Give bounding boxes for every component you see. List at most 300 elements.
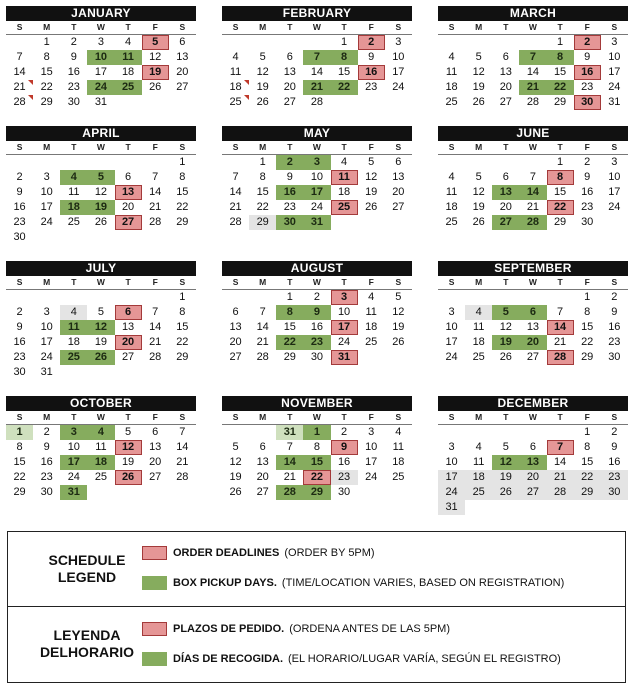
empty-cell bbox=[60, 290, 87, 305]
day-cell: 16 bbox=[574, 65, 601, 80]
day-cell: 3 bbox=[611, 156, 618, 168]
day-cell: 24 bbox=[608, 81, 621, 93]
empty-cell bbox=[519, 290, 546, 305]
legend-detail: (ORDER BY 5PM) bbox=[284, 547, 375, 559]
day-cell: 16 bbox=[608, 321, 621, 333]
weekday-label: W bbox=[96, 412, 105, 422]
weekday-label: S bbox=[232, 277, 239, 287]
weekday-label: M bbox=[43, 22, 51, 32]
day-cell: 28 bbox=[310, 96, 324, 108]
legend-item-pickup-days bbox=[142, 575, 564, 591]
day-cell: 13 bbox=[121, 321, 135, 333]
day-cell: 13 bbox=[149, 441, 162, 453]
empty-cell bbox=[492, 425, 519, 440]
day-cell: 10 bbox=[337, 306, 351, 318]
day-cell: 20 bbox=[283, 81, 296, 93]
weekday-label: F bbox=[368, 22, 374, 32]
day-cell: 29 bbox=[176, 351, 189, 363]
day-cell: 5 bbox=[368, 156, 375, 168]
day-cell: 21 bbox=[547, 470, 574, 485]
empty-cell bbox=[142, 365, 169, 380]
weekday-header bbox=[438, 141, 628, 155]
day-cell: 27 bbox=[121, 351, 135, 363]
day-cell: 19 bbox=[229, 471, 242, 483]
day-cell: 27 bbox=[256, 486, 269, 498]
weekday-label: T bbox=[287, 22, 293, 32]
day-cell: 5 bbox=[492, 305, 519, 320]
day-cell: 29 bbox=[553, 96, 567, 108]
empty-cell bbox=[60, 230, 87, 245]
day-cell: 4 bbox=[475, 441, 482, 453]
weekday-label: T bbox=[557, 142, 563, 152]
day-cell: 15 bbox=[13, 456, 26, 468]
day-cell: 17 bbox=[365, 456, 378, 468]
day-cell: 26 bbox=[94, 216, 108, 228]
empty-cell bbox=[60, 365, 87, 380]
day-cell: 23 bbox=[13, 216, 26, 228]
weekday-header bbox=[6, 276, 196, 290]
day-cell: 2 bbox=[276, 155, 303, 170]
weekday-label: S bbox=[395, 22, 402, 32]
day-cell: 9 bbox=[611, 441, 618, 453]
month-title: SEPTEMBER bbox=[438, 261, 628, 276]
day-cell: 22 bbox=[581, 336, 594, 348]
weekday-label: T bbox=[557, 22, 563, 32]
day-cell: 4 bbox=[341, 156, 348, 168]
day-cell: 11 bbox=[445, 186, 458, 198]
weekday-label: M bbox=[43, 412, 51, 422]
empty-cell bbox=[465, 35, 492, 50]
schedule-legend-title: SCHEDULE LEGEND bbox=[48, 552, 126, 585]
empty-cell bbox=[547, 500, 574, 515]
day-cell: 3 bbox=[395, 36, 402, 48]
spanish-legend-title: LEYENDA DELHORARIO bbox=[39, 627, 135, 660]
day-cell: 30 bbox=[337, 486, 351, 498]
weekday-label: T bbox=[125, 142, 131, 152]
day-cell: 27 bbox=[499, 96, 512, 108]
weekday-label: M bbox=[475, 277, 483, 287]
day-cell: 10 bbox=[40, 321, 53, 333]
empty-cell bbox=[142, 230, 169, 245]
day-cell: 20 bbox=[121, 201, 135, 213]
day-cell: 19 bbox=[492, 335, 519, 350]
empty-cell bbox=[6, 35, 33, 50]
day-cell: 25 bbox=[67, 216, 80, 228]
empty-cell bbox=[385, 95, 412, 110]
day-cell: 8 bbox=[179, 306, 186, 318]
legend-label: ORDER DEADLINES bbox=[173, 547, 280, 559]
day-cell: 1 bbox=[341, 36, 348, 48]
day-cell: 9 bbox=[611, 306, 618, 318]
day-cell: 21 bbox=[303, 80, 330, 95]
day-cell: 12 bbox=[492, 455, 519, 470]
day-cell: 17 bbox=[303, 185, 330, 200]
day-cell: 25 bbox=[445, 96, 458, 108]
empty-cell bbox=[492, 155, 519, 170]
day-cell: 28 bbox=[149, 351, 162, 363]
weekday-label: M bbox=[43, 142, 51, 152]
day-cell: 25 bbox=[392, 471, 405, 483]
day-cell: 6 bbox=[502, 171, 509, 183]
day-cell: 24 bbox=[67, 471, 80, 483]
day-cell: 20 bbox=[499, 81, 512, 93]
day-cell: 19 bbox=[142, 65, 169, 80]
day-cell: 12 bbox=[115, 440, 142, 455]
day-cell: 16 bbox=[40, 456, 53, 468]
weekday-label: S bbox=[232, 142, 239, 152]
day-cell: 18 bbox=[445, 81, 458, 93]
day-cell: 4 bbox=[448, 51, 455, 63]
weekday-label: S bbox=[16, 142, 23, 152]
day-cell: 27 bbox=[115, 215, 142, 230]
day-cell: 11 bbox=[229, 66, 242, 78]
day-cell: 8 bbox=[547, 170, 574, 185]
day-cell: 7 bbox=[232, 171, 239, 183]
day-cell: 1 bbox=[259, 156, 266, 168]
day-cell: 3 bbox=[331, 290, 358, 305]
day-cell: 26 bbox=[87, 350, 114, 365]
weekday-label: T bbox=[71, 142, 77, 152]
day-cell: 30 bbox=[13, 231, 26, 243]
month-title: DECEMBER bbox=[438, 396, 628, 411]
day-cell: 27 bbox=[176, 81, 189, 93]
weekday-label: W bbox=[96, 277, 105, 287]
day-cell: 7 bbox=[547, 440, 574, 455]
day-cell: 16 bbox=[13, 201, 26, 213]
day-cell: 20 bbox=[149, 456, 162, 468]
day-cell: 27 bbox=[229, 351, 242, 363]
month-september bbox=[438, 261, 628, 365]
day-cell: 2 bbox=[16, 306, 23, 318]
empty-cell bbox=[87, 290, 114, 305]
weekday-label: T bbox=[503, 277, 509, 287]
day-cell: 13 bbox=[392, 171, 405, 183]
empty-cell bbox=[519, 35, 546, 50]
pickup-swatch bbox=[142, 576, 167, 590]
empty-cell bbox=[303, 35, 330, 50]
day-cell: 8 bbox=[584, 441, 591, 453]
day-cell: 26 bbox=[492, 485, 519, 500]
empty-cell bbox=[519, 155, 546, 170]
day-cell: 28 bbox=[149, 216, 162, 228]
day-cell: 20 bbox=[229, 336, 242, 348]
weekday-label: T bbox=[503, 22, 509, 32]
day-cell: 11 bbox=[472, 456, 485, 468]
day-cell: 21 bbox=[519, 80, 546, 95]
legend-item-plazos bbox=[142, 621, 450, 637]
day-cell: 15 bbox=[581, 456, 594, 468]
day-cell: 22 bbox=[547, 80, 574, 95]
day-cell: 16 bbox=[310, 321, 324, 333]
month-december bbox=[438, 396, 628, 515]
legend-box bbox=[7, 531, 626, 683]
day-cell: 31 bbox=[331, 350, 358, 365]
month-title: MAY bbox=[222, 126, 412, 141]
weekday-label: F bbox=[584, 412, 590, 422]
day-cell: 19 bbox=[87, 200, 114, 215]
day-cell: 25 bbox=[465, 485, 492, 500]
weekday-label: T bbox=[341, 22, 347, 32]
day-cell: 7 bbox=[529, 171, 536, 183]
empty-cell bbox=[276, 35, 303, 50]
empty-cell bbox=[519, 425, 546, 440]
day-cell: 14 bbox=[149, 186, 162, 198]
day-cell: 19 bbox=[492, 470, 519, 485]
day-cell: 7 bbox=[286, 441, 293, 453]
weekday-label: T bbox=[341, 277, 347, 287]
day-cell: 12 bbox=[256, 66, 269, 78]
day-cell: 13 bbox=[492, 185, 519, 200]
weekday-label: F bbox=[368, 412, 374, 422]
month-title: MARCH bbox=[438, 6, 628, 21]
day-cell: 28 bbox=[519, 215, 546, 230]
day-cell: 9 bbox=[331, 440, 358, 455]
day-cell: 17 bbox=[608, 186, 621, 198]
day-cell: 30 bbox=[276, 215, 303, 230]
day-cell: 4 bbox=[232, 51, 239, 63]
empty-cell bbox=[115, 230, 142, 245]
weekday-label: M bbox=[259, 142, 267, 152]
day-cell: 9 bbox=[70, 51, 77, 63]
empty-cell bbox=[169, 485, 196, 500]
month-january bbox=[6, 6, 196, 110]
legend-detail: (EL HORARIO/LUGAR VARÍA, SEGÚN EL REGISTRO) bbox=[288, 653, 561, 665]
day-cell: 12 bbox=[149, 51, 162, 63]
day-cell: 17 bbox=[445, 336, 458, 348]
weekday-label: T bbox=[125, 277, 131, 287]
day-cell: 12 bbox=[229, 456, 242, 468]
empty-cell bbox=[519, 500, 546, 515]
weekday-label: T bbox=[71, 22, 77, 32]
day-cell: 23 bbox=[365, 81, 378, 93]
day-cell: 21 bbox=[229, 201, 242, 213]
empty-cell bbox=[33, 230, 60, 245]
day-cell: 14 bbox=[176, 441, 189, 453]
day-cell: 3 bbox=[60, 425, 87, 440]
empty-cell bbox=[574, 500, 601, 515]
weekday-label: T bbox=[287, 412, 293, 422]
day-cell: 21 bbox=[149, 336, 162, 348]
weekday-header bbox=[438, 21, 628, 35]
weekday-header bbox=[222, 276, 412, 290]
legend-detail: (TIME/LOCATION VARIES, BASED ON REGISTRATION) bbox=[281, 577, 565, 589]
day-cell: 29 bbox=[176, 216, 189, 228]
empty-cell bbox=[6, 290, 33, 305]
day-cell: 26 bbox=[256, 96, 269, 108]
day-cell: 19 bbox=[256, 81, 269, 93]
day-cell: 4 bbox=[368, 291, 375, 303]
day-cell: 6 bbox=[502, 51, 509, 63]
day-cell: 4 bbox=[60, 170, 87, 185]
legend-label: PLAZOS DE PEDIDO. bbox=[173, 623, 285, 635]
empty-cell bbox=[492, 290, 519, 305]
month-title: JUNE bbox=[438, 126, 628, 141]
weekday-label: S bbox=[179, 277, 186, 287]
day-cell: 18 bbox=[60, 200, 87, 215]
empty-cell bbox=[438, 290, 465, 305]
day-cell: 16 bbox=[608, 456, 621, 468]
day-cell: 24 bbox=[310, 201, 324, 213]
day-cell: 5 bbox=[232, 441, 239, 453]
day-cell: 20 bbox=[519, 470, 546, 485]
day-cell: 2 bbox=[584, 156, 591, 168]
day-cell: 31 bbox=[276, 425, 303, 440]
day-cell: 25 bbox=[331, 200, 358, 215]
day-cell: 26 bbox=[392, 336, 405, 348]
weekday-label: F bbox=[368, 277, 374, 287]
month-july bbox=[6, 261, 196, 380]
day-cell: 7 bbox=[152, 306, 159, 318]
day-cell: 23 bbox=[601, 470, 628, 485]
day-cell: 3 bbox=[97, 36, 104, 48]
day-cell: 12 bbox=[392, 306, 405, 318]
day-cell: 20 bbox=[256, 471, 269, 483]
day-cell: 26 bbox=[499, 351, 512, 363]
weekday-label: F bbox=[152, 142, 158, 152]
weekday-header bbox=[222, 411, 412, 425]
legend-item-recogida bbox=[142, 651, 561, 667]
day-cell: 6 bbox=[529, 441, 536, 453]
day-cell: 14 bbox=[149, 321, 162, 333]
day-cell: 21 bbox=[6, 80, 33, 95]
empty-cell bbox=[115, 485, 142, 500]
day-cell: 4 bbox=[60, 305, 87, 320]
day-cell: 13 bbox=[176, 51, 189, 63]
day-cell: 7 bbox=[152, 171, 159, 183]
day-cell: 20 bbox=[392, 186, 405, 198]
day-cell: 24 bbox=[392, 81, 405, 93]
day-cell: 13 bbox=[526, 321, 540, 333]
day-cell: 23 bbox=[608, 336, 621, 348]
day-cell: 4 bbox=[448, 171, 455, 183]
empty-cell bbox=[222, 35, 249, 50]
day-cell: 27 bbox=[492, 215, 519, 230]
day-cell: 22 bbox=[574, 470, 601, 485]
weekday-label: M bbox=[475, 142, 483, 152]
day-cell: 27 bbox=[519, 485, 546, 500]
deadline-swatch bbox=[142, 622, 167, 636]
day-cell: 8 bbox=[584, 306, 591, 318]
day-cell: 8 bbox=[259, 171, 266, 183]
day-cell: 24 bbox=[365, 471, 378, 483]
empty-cell bbox=[331, 95, 358, 110]
day-cell: 14 bbox=[13, 66, 26, 78]
day-cell: 28 bbox=[176, 471, 189, 483]
weekday-label: T bbox=[341, 142, 347, 152]
day-cell: 10 bbox=[310, 171, 324, 183]
day-cell: 26 bbox=[472, 216, 485, 228]
day-cell: 6 bbox=[179, 36, 186, 48]
weekday-label: T bbox=[125, 22, 131, 32]
day-cell: 29 bbox=[574, 485, 601, 500]
day-cell: 13 bbox=[115, 185, 142, 200]
day-cell: 2 bbox=[341, 426, 348, 438]
weekday-label: T bbox=[557, 277, 563, 287]
day-cell: 15 bbox=[553, 186, 567, 198]
day-cell: 23 bbox=[283, 201, 296, 213]
empty-cell bbox=[465, 290, 492, 305]
weekday-label: S bbox=[395, 277, 402, 287]
day-cell: 23 bbox=[67, 81, 80, 93]
day-cell: 30 bbox=[40, 486, 53, 498]
day-cell: 15 bbox=[176, 321, 189, 333]
empty-cell bbox=[33, 290, 60, 305]
day-cell: 6 bbox=[519, 305, 546, 320]
day-cell: 8 bbox=[43, 51, 50, 63]
day-cell: 16 bbox=[581, 186, 594, 198]
day-cell: 30 bbox=[581, 216, 594, 228]
day-cell: 29 bbox=[13, 486, 26, 498]
day-cell: 6 bbox=[115, 305, 142, 320]
empty-cell bbox=[142, 95, 169, 110]
day-cell: 13 bbox=[283, 66, 296, 78]
weekday-label: W bbox=[528, 22, 537, 32]
day-cell: 9 bbox=[368, 51, 375, 63]
empty-cell bbox=[222, 290, 249, 305]
weekday-label: W bbox=[528, 412, 537, 422]
day-cell: 7 bbox=[519, 50, 546, 65]
day-cell: 14 bbox=[310, 66, 324, 78]
empty-cell bbox=[87, 365, 114, 380]
weekday-label: W bbox=[96, 22, 105, 32]
day-cell: 14 bbox=[229, 186, 242, 198]
weekday-label: F bbox=[152, 22, 158, 32]
day-cell: 8 bbox=[179, 171, 186, 183]
day-cell: 10 bbox=[40, 186, 53, 198]
weekday-label: M bbox=[259, 412, 267, 422]
day-cell: 23 bbox=[331, 470, 358, 485]
day-cell: 9 bbox=[303, 305, 330, 320]
day-cell: 25 bbox=[94, 471, 108, 483]
day-cell: 12 bbox=[87, 320, 114, 335]
day-cell: 3 bbox=[448, 306, 455, 318]
day-cell: 16 bbox=[67, 66, 80, 78]
day-cell: 31 bbox=[40, 366, 53, 378]
month-title: NOVEMBER bbox=[222, 396, 412, 411]
day-cell: 28 bbox=[229, 216, 242, 228]
day-cell: 29 bbox=[581, 351, 594, 363]
day-cell: 28 bbox=[547, 485, 574, 500]
day-cell: 10 bbox=[445, 456, 458, 468]
day-cell: 24 bbox=[87, 80, 114, 95]
day-cell: 18 bbox=[472, 336, 485, 348]
day-cell: 25 bbox=[115, 80, 142, 95]
day-cell: 4 bbox=[87, 425, 114, 440]
weekday-label: W bbox=[96, 142, 105, 152]
day-cell: 1 bbox=[6, 425, 33, 440]
weekday-label: S bbox=[16, 22, 23, 32]
empty-cell bbox=[169, 95, 196, 110]
day-cell: 27 bbox=[526, 351, 540, 363]
empty-cell bbox=[438, 35, 465, 50]
day-cell: 22 bbox=[303, 470, 330, 485]
day-cell: 31 bbox=[94, 96, 108, 108]
day-cell: 8 bbox=[276, 305, 303, 320]
weekday-label: S bbox=[448, 277, 455, 287]
weekday-label: S bbox=[448, 412, 455, 422]
empty-cell bbox=[142, 155, 169, 170]
day-cell: 9 bbox=[584, 51, 591, 63]
weekday-label: S bbox=[611, 142, 618, 152]
day-cell: 24 bbox=[438, 485, 465, 500]
day-cell: 19 bbox=[365, 186, 378, 198]
day-cell: 13 bbox=[499, 66, 512, 78]
day-cell: 27 bbox=[283, 96, 296, 108]
day-cell: 28 bbox=[526, 96, 540, 108]
day-cell: 16 bbox=[337, 456, 351, 468]
day-cell: 25 bbox=[222, 95, 249, 110]
day-cell: 6 bbox=[152, 426, 159, 438]
